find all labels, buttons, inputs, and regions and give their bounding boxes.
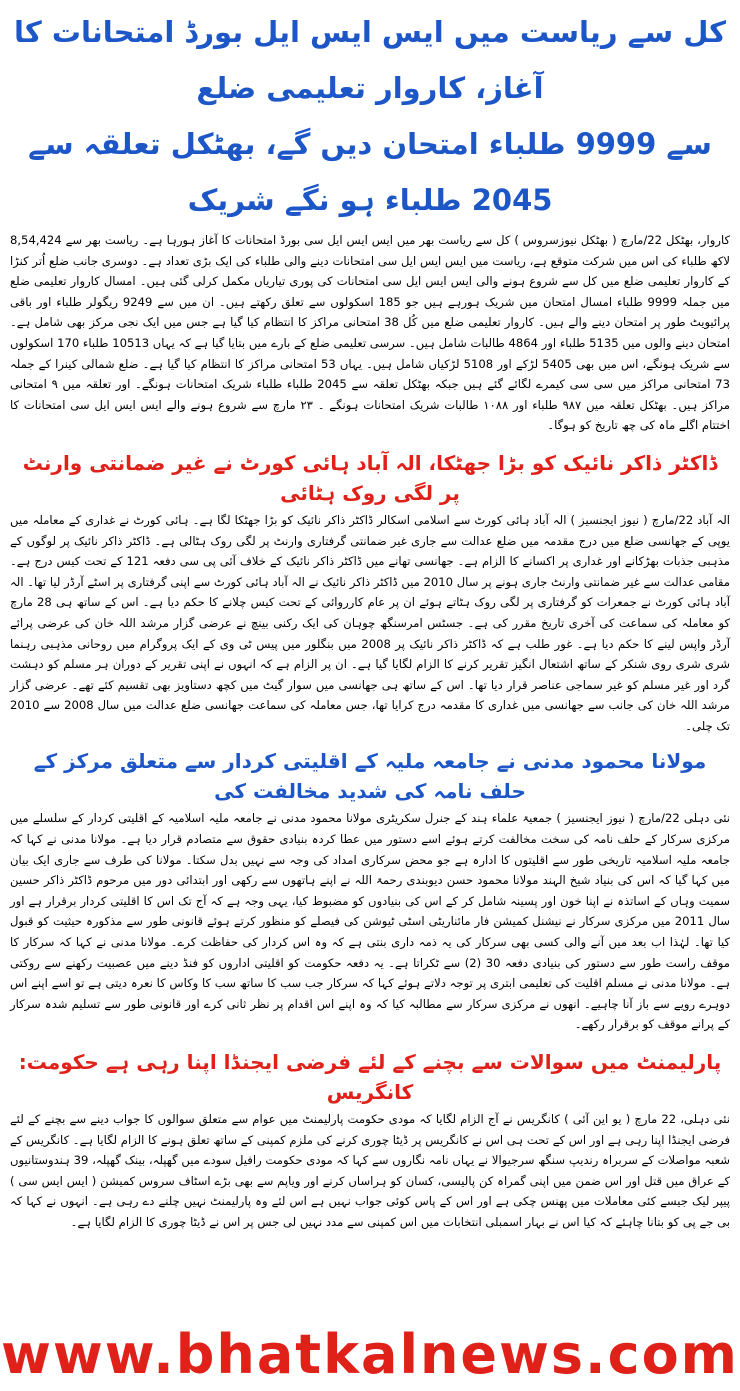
- article3-body: نئی دہلی 22/مارچ ( نیوز ایجنسیز ) جمعیۃ علماء ہند کے جنرل سکریٹری مولانا محمود مدنی نے جامعہ ملیہ اسلامیہ کے اقلیتی کردار کے سلسلے میں مرکزی سرکار کے حلف نامہ کی سخت مخالفت کرتے ہوئے اسے دستور میں عطا کردہ بنیادی حقوق سے متصادم قرار دیا ہے۔ مولانا مدنی نے کہا کہ جامعہ ملیہ اسلامیہ تاریخی طور سے اقلیتوں کا ادارہ ہے جو محض سرکاری امداد کی وجہ سے نہیں بدل سکتا۔ مولانا کی طرف سے جاری ایک بیان میں کہا گیا کہ اس کی بنیاد شیخ الہند مولانا محمود حسن دیوبندی رحمۃ اللہ نے اپنے ہاتھوں سے رکھی اور ابتدائی دور میں مرحوم ڈاکٹر ذاکر حسین سمیت وہاں کے اساتذہ نے اپنا خون اور پسینہ شامل کر کے اس کی بنیادوں کو مضبوط کیا، یہی وجہ ہے کہ آج تک اس کا اقلیتی کردار برقرار ہے اور سال 2011 میں مرکزی سرکار نے نیشنل کمیشن فار مائناریٹی اسٹی ٹیوشن کی فیصلے کو منظور کرتے ہوئے قانونی طور سے مذکورہ حیثیت کو قبول کیا تھا۔ لہٰذا اب بعد میں آنے والی کسی بھی سرکار کی یہ ذمہ داری بنتی ہے کہ وہ اس کردار کی حفاظت کرے۔ مولانا مدنی نے کہا کہ سرکار کا موقف راست طور سے دستور کی بنیادی دفعہ 30 (2) سے ٹکراتا ہے۔ یہ دفعہ حکومت کو اقلیتی اداروں کو فنڈ دینے میں عصبیت رکھنے سے روکتی ہے۔ مولانا مدنی نے مسلم اقلیت کی تعلیمی ابتری پر توجہ دلاتے ہوئے کہا کہ سرکار جب سب کا ساتھ سب کا وکاس کا نعرہ دیتی ہے تو اسے اپنے اس دوہرے رویے سے باز آنا چاہیے۔ انھوں نے مرکزی سرکار سے مطالبہ کیا کہ وہ اپنے اس اقدام پر نظر ثانی کرے اور قانونی طور سے تسلیم شدہ سرکار کے پرانے موقف کو برقرار رکھے۔: [10, 811, 730, 1032]
- article4-body: نئی دہلی، 22 مارچ ( یو این آئی ) کانگریس نے آج الزام لگایا کہ مودی حکومت پارلیمنٹ میں عوام سے متعلق سوالوں کا جواب دینے سے بچنے کے لئے فرضی ایجنڈا اپنا رہی ہے اور اس کے تحت ہی اس نے کانگریس پر ڈیٹا چوری کرنے کی ملزم کمپنی کے ساتھ تعلق ہونے کا الزام لگایا ہے۔ کانگریس کے شعبہ مواصلات کے سربراہ رندیپ سنگھ سرجیوالا نے یہاں نامہ نگاروں سے کہا کہ مودی حکومت رافیل سودے میں گھپلہ، بینک گھپلہ، 39 ہندوستانیوں کے عراق میں قتل اور اس ضمن میں اپنی گمراہ کن پالیسی، کسان کو ہراساں کرنے اور ویاپم سے بھی بڑے اسٹاف سروس کمیشن ( ایس ایس سی ) پیپر لیک جیسے کئی معاملات میں پھنس چکی ہے اور اس کے پاس کوئی جواب نہیں ہے اس لئے وہ پارلیمنٹ نہیں چلنے دے رہی ہے۔ انہوں نے کہا کہ بی جے پی کو بتانا چاہئے کہ کیا اس نے بہار اسمبلی انتخابات میں اس کمپنی سے مدد نہیں لی جس پر اس نے ڈیٹا چوری کا الزام لگایا ہے۔: [10, 1112, 730, 1229]
- article1-headline-line1: کل سے ریاست میں ایس ایس ایل بورڈ امتحانات کا آغاز، کاروار تعلیمی ضلع: [14, 15, 726, 105]
- article1-headline-line2: سے 9999 طلباء امتحان دیں گے، بھٹکل تعلقہ سے 2045 طلباء ہو نگے شریک: [28, 127, 712, 217]
- article1-body: کاروار، بھٹکل 22/مارچ ( بھٹکل نیوزسروس ) کل سے ریاست بھر میں ایس ایس ایل سی بورڈ امتحانات کا آغاز ہورہا ہے۔ ریاست بھر سے 8,54,424 لاکھ طلباء کی اس میں شرکت متوقع ہے، ریاست میں ایس ایس ایل سی امتحانات دینے والی طلباء کی ایک بڑی تعداد ہے۔ دوسری جانب ضلع اُتر کنڑا کے کاروار تعلیمی ضلع میں کل سے شروع ہونے والی ایس ایس ایل سی امتحانات کی پوری تیاریاں مکمل کرلی گئی ہیں۔ امسال کاروار تعلیمی ضلع میں جملہ 9999 طلباء امسال امتحان میں شریک ہورہے ہیں جو 185 اسکولوں سے تعلق رکھتے ہیں۔ ان میں سے 9249 ریگولر طلباء اور باقی پرائیویٹ طور پر امتحان دینے والے ہیں۔ کاروار تعلیمی ضلع میں کُل 38 امتحانی مراکز کا انتظام کیا گیا ہے جس میں ایک نجی مرکز بھی شامل ہے۔ امتحان دینے والوں میں 5135 طلباء اور 4864 طالبات شامل ہیں۔ سرسی تعلیمی ضلع کے بارے میں بتایا گیا ہے کہ یہاں 10513 طلباء 170 اسکولوں سے شریک ہونگے، اس میں بھی 5405 لڑکے اور 5108 لڑکیاں شامل ہیں۔ یہاں 53 امتحانی مراکز کا انتظام کیا گیا ہے۔ ضلع شمالی کینرا کے جملہ 73 امتحانی مراکز میں سی سی کیمرے لگائے گئے ہیں جبکہ بھٹکل تعلقہ سے 2045 طلباء طلباء شریک امتحانات ہونگے۔ اور تعلقہ میں ۹ امتحانی مراکز ہیں۔ بھٹکل تعلقہ میں ۹۸۷ طلباء اور ۱۰۸۸ طالبات شریک امتحانات ہونگے ۔ ۲۳ مارچ سے شروع ہونے والے ایس ایس ایل سی امتحانات کا اختتام اگلے ماہ کی چھ تاریخ کو ہوگا۔: [10, 233, 731, 433]
- article2-body: الہ آباد 22/مارچ ( نیوز ایجنسیز ) الہ آباد ہائی کورٹ سے اسلامی اسکالر ڈاکٹر ذاکر نائیک کو بڑا جھٹکا لگا ہے۔ ہائی کورٹ نے غداری کے معاملہ میں یوپی کے جھانسی ضلع میں درج مقدمہ میں ضلع عدالت سے جاری غیر ضمانتی گرفتاری وارنٹ پر لگی روک ہٹالی ہے۔ ڈاکٹر ذاکر نائیک پر لوگوں کے مذہبی جذبات بھڑکانے اور غداری پر اکسانے کا الزام ہے۔ جھانسی تھانے میں ڈاکٹر ذاکر نائیک کے خلاف آئی پی سی دفعہ 121 کے تحت کیس درج ہے۔ مقامی عدالت سے غیر ضمانتی وارنٹ جاری ہونے پر سال 2010 میں ڈاکٹر ذاکر نائیک نے الہ آباد ہائی کورٹ سے اپنی گرفتاری پر اسٹے آرڈر لیا تھا۔ الہ آباد ہائی کورٹ نے جمعرات کو گرفتاری پر لگی روک ہٹاتے ہوئے ان پر عام کارروائی کے تحت کیس چلانے کا حکم دیا ہے۔ اس کے ساتھ ہی 28 مارچ کو معاملہ کی سماعت کی آخری تاریخ مقرر کی ہے۔ جسٹس امرسنگھ چوہان کی ایک رکنی بینچ نے عرضی گزار مرشد اللہ خان کی عرضی پرائے آرڈر واپس لینے کا حکم دیا ہے۔ غور طلب ہے کہ ڈاکٹر ذاکر نائیک پر 2008 میں بنگلور میں پیس ٹی وی کے ایک پروگرام میں روحانی مذہبی رہنما شری شری روی شنکر کے ساتھ اشتعال انگیز تقریر کرنے کا الزام لگایا گیا ہے۔ ان پر الزام ہے کہ انہوں نے اپنی تقریر کے دوران ہر مسلم کو دہشت گرد اور غیر مسلم کو غیر سماجی عناصر قرار دیا تھا۔ اس کے ساتھ ہی جھانسی میں سوار گیٹ میں کچھ دستاویز بھی تقسیم کئے تھے۔ عرضی گزار مرشد اللہ خان کی جانب سے جھانسی میں غداری کا مقدمہ درج کرایا تھا، جس معاملہ کی سماعت جھانسی ضلع عدالت میں سال 2008 سے 2010 تک چلی۔: [10, 512, 730, 733]
- article4-headline: پارلیمنٹ میں سوالات سے بچنے کے لئے فرضی ایجنڈا اپنا رہی ہے حکومت: کانگریس: [18, 1050, 722, 1104]
- article3-headline: مولانا محمود مدنی نے جامعہ ملیہ کے اقلیتی کردار سے متعلق مرکز کے حلف نامہ کی شدید مخالفت کی: [33, 749, 707, 804]
- article2-headline: ڈاکٹر ذاکر نائیک کو بڑا جھٹکا، الہ آباد ہائی کورٹ نے غیر ضمانتی وارنٹ پر لگی روک ہٹائی: [22, 450, 718, 505]
- website-footer: www.bhatkalnews.com: [1, 1323, 739, 1386]
- news-page: [0, 4, 740, 1391]
